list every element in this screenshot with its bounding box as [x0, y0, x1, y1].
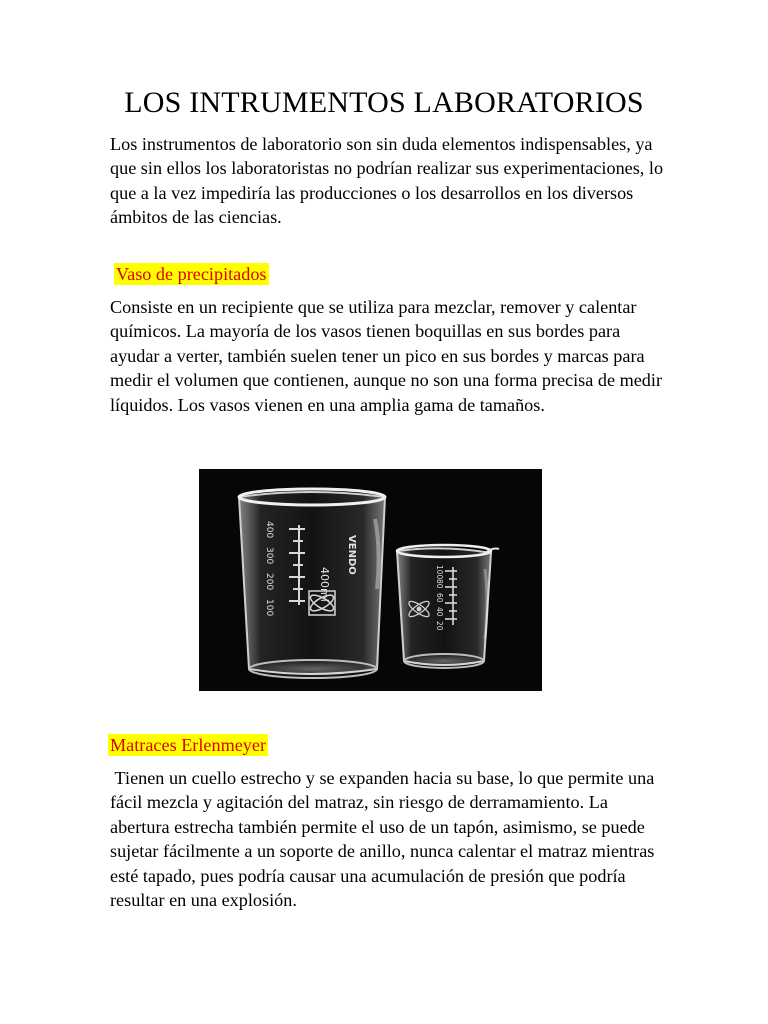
large-mark-100: 100	[264, 599, 274, 617]
small-mark-60: 60	[435, 593, 444, 603]
large-volume: 400ml	[318, 567, 331, 602]
page-title: LOS INTRUMENTOS LABORATORIOS	[124, 86, 644, 119]
section-body-vaso: Consiste en un recipiente que se utiliza para mezclar, remover y calentar químicos. La mayoría de los vasos tienen boquillas en sus bordes para ayudar a verter, también suelen tener un pico en sus bordes y marcas para medir el volumen que contienen, aunque no son una forma precisa de medir líquidos. Los vasos vienen en una amplia gama de tamaños.	[110, 297, 663, 415]
intro-paragraph: Los instrumentos de laboratorio son sin duda elementos indispensables, ya que sin ellos los laboratoristas no podrían realizar sus experimentaciones, lo que a la vez impediría las producciones o los desarrollos en los diversos ámbitos de las ciencias.	[110, 134, 664, 228]
small-mark-100: 100	[435, 565, 444, 580]
large-mark-200: 200	[264, 573, 274, 591]
small-mark-80: 80	[435, 579, 444, 589]
large-mark-300: 300	[264, 547, 274, 565]
beakers-photo	[199, 469, 542, 691]
section-heading-vaso: Vaso de precipitados	[116, 264, 267, 284]
large-beaker	[239, 489, 385, 678]
large-mark-400: 400	[264, 521, 274, 539]
large-brand: VENDO	[346, 535, 357, 575]
section-body-matraces: Tienen un cuello estrecho y se expanden hacia su base, lo que permite una fácil mezcla y agitación del matraz, sin riesgo de derramamiento. La abertura estrecha también permite el uso de un tapón, asimismo, se puede sujetar fácilmente a un soporte de anillo, nunca calentar el matraz mientras esté tapado, pues podría causar una acumulación de presión que podría resultar en una explosión.	[110, 768, 659, 911]
section-heading-matraces: Matraces Erlenmeyer	[110, 735, 267, 755]
small-beaker	[397, 545, 499, 668]
small-mark-40: 40	[435, 607, 444, 617]
small-mark-20: 20	[435, 621, 444, 631]
